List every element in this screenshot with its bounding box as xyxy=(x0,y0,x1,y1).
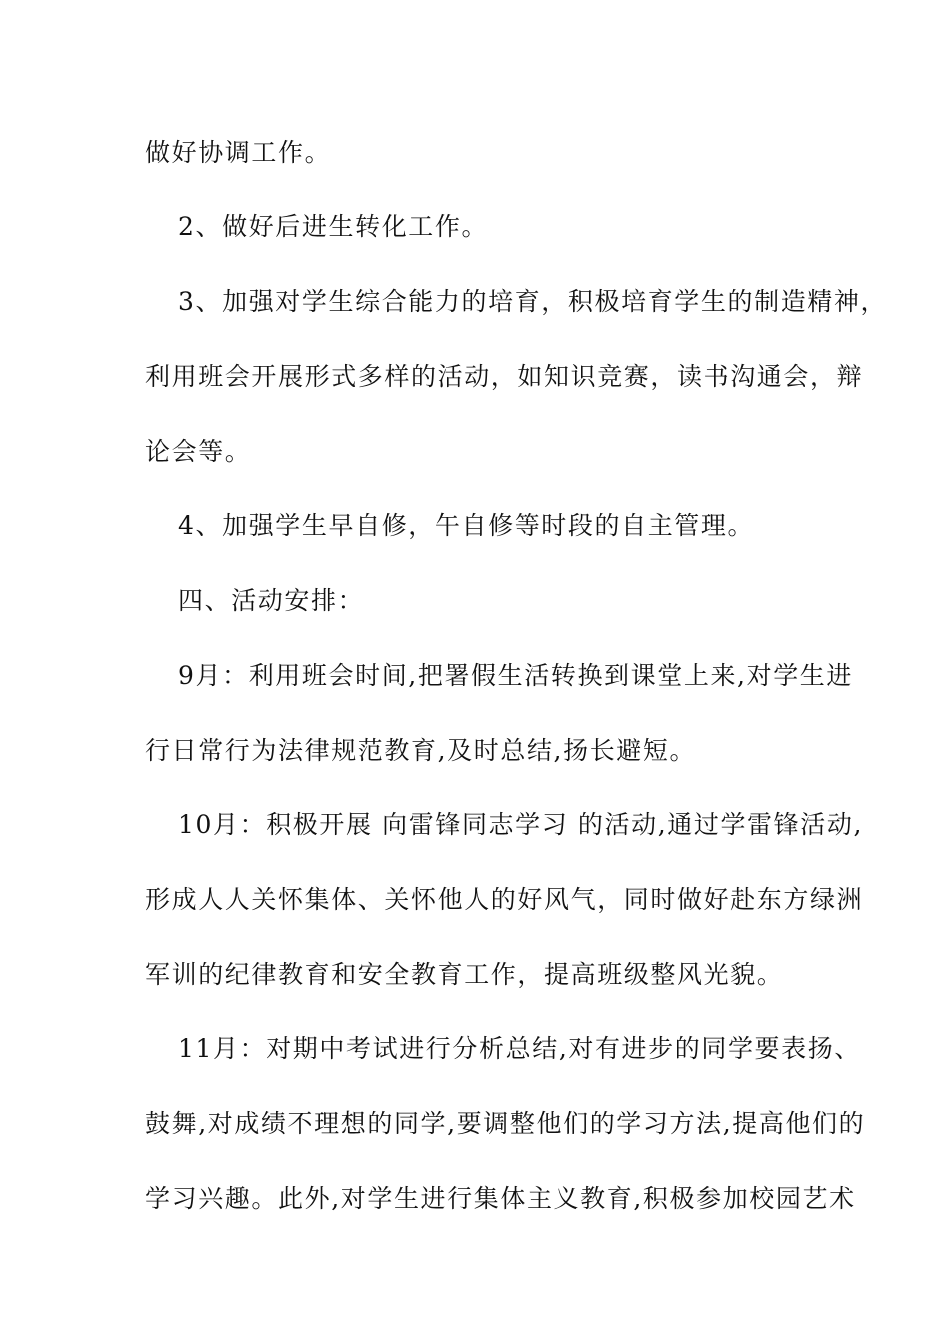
text-line: 论会等。 xyxy=(145,437,252,466)
text-line: 4、加强学生早自修，午自修等时段的自主管理。 xyxy=(178,511,755,540)
text-line: 军训的纪律教育和安全教育工作，提高班级整风光貌。 xyxy=(145,960,784,989)
text-line: 学习兴趣。此外,对学生进行集体主义教育,积极参加校园艺术 xyxy=(145,1184,856,1213)
section-heading: 四、活动安排： xyxy=(178,586,365,615)
text-line: 鼓舞,对成绩不理想的同学,要调整他们的学习方法,提高他们的 xyxy=(145,1109,866,1138)
text-line: 2、做好后进生转化工作。 xyxy=(178,212,489,241)
text-line: 行日常行为法律规范教育,及时总结,扬长避短。 xyxy=(145,736,697,765)
text-line: 利用班会开展形式多样的活动，如知识竞赛，读书沟通会，辩 xyxy=(145,362,864,391)
text-line: 形成人人关怀集体、关怀他人的好风气，同时做好赴东方绿洲 xyxy=(145,885,864,914)
text-line: 9月：利用班会时间,把署假生活转换到课堂上来,对学生进 xyxy=(178,661,854,690)
text-line: 做好协调工作。 xyxy=(145,138,332,167)
text-line: 3、加强对学生综合能力的培育，积极培育学生的制造精神， xyxy=(178,287,888,316)
text-line: 10月：积极开展 向雷锋同志学习 的活动,通过学雷锋活动, xyxy=(178,810,864,839)
text-line: 11月：对期中考试进行分析总结,对有进步的同学要表扬、 xyxy=(178,1034,861,1063)
